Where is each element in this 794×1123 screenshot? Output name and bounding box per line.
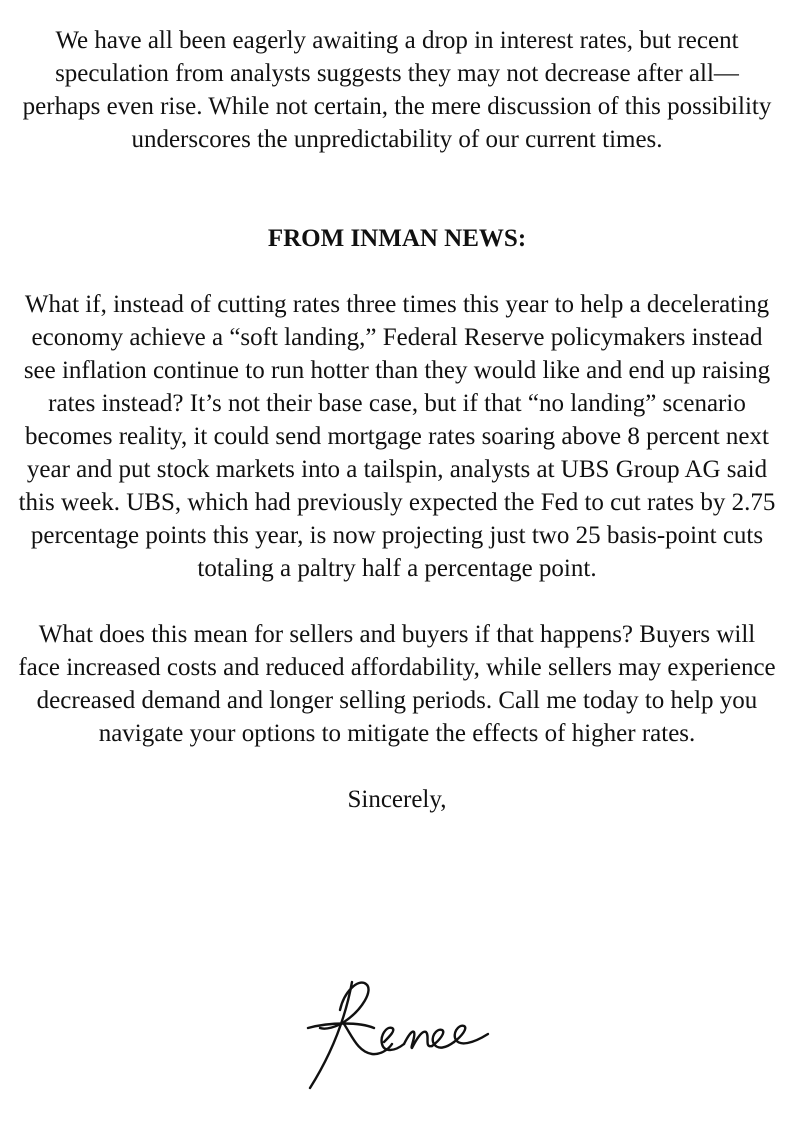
letter-body [18, 24, 776, 816]
quote-paragraph: What if, instead of cutting rates three times this year to help a decelerating economy achieve a “soft landing,” Federal Reserve policymakers instead see inflation continue to run hotter than they would like and end up raising rates instead? It’s not their base case, but if that “no landing” scenario becomes reality, it could send mortgage rates soaring above 8 percent next year and put stock markets into a tailspin, analysts at UBS Group AG said this week. UBS, which had previously expected the Fed to cut rates by 2.75 percentage points this year, is now projecting just two 25 basis-point cuts totaling a paltry half a percentage point. [18, 291, 776, 582]
closing-line: Sincerely, [347, 786, 447, 813]
intro-paragraph: We have all been eagerly awaiting a drop in interest rates, but recent speculation from analysts suggests they may not decrease after all—perhaps even rise. While not certain, the mere discussion of this possibility underscores the unpredictability of our current times. [22, 27, 772, 153]
source-heading: FROM INMAN NEWS: [267, 225, 527, 252]
handwritten-signature [300, 970, 500, 1100]
advice-paragraph: What does this mean for sellers and buyers if that happens? Buyers will face increased costs and reduced affordability, while sellers may experience decreased demand and longer selling periods. Call me today to help you navigate your options to mitigate the effects of higher rates. [18, 621, 776, 747]
